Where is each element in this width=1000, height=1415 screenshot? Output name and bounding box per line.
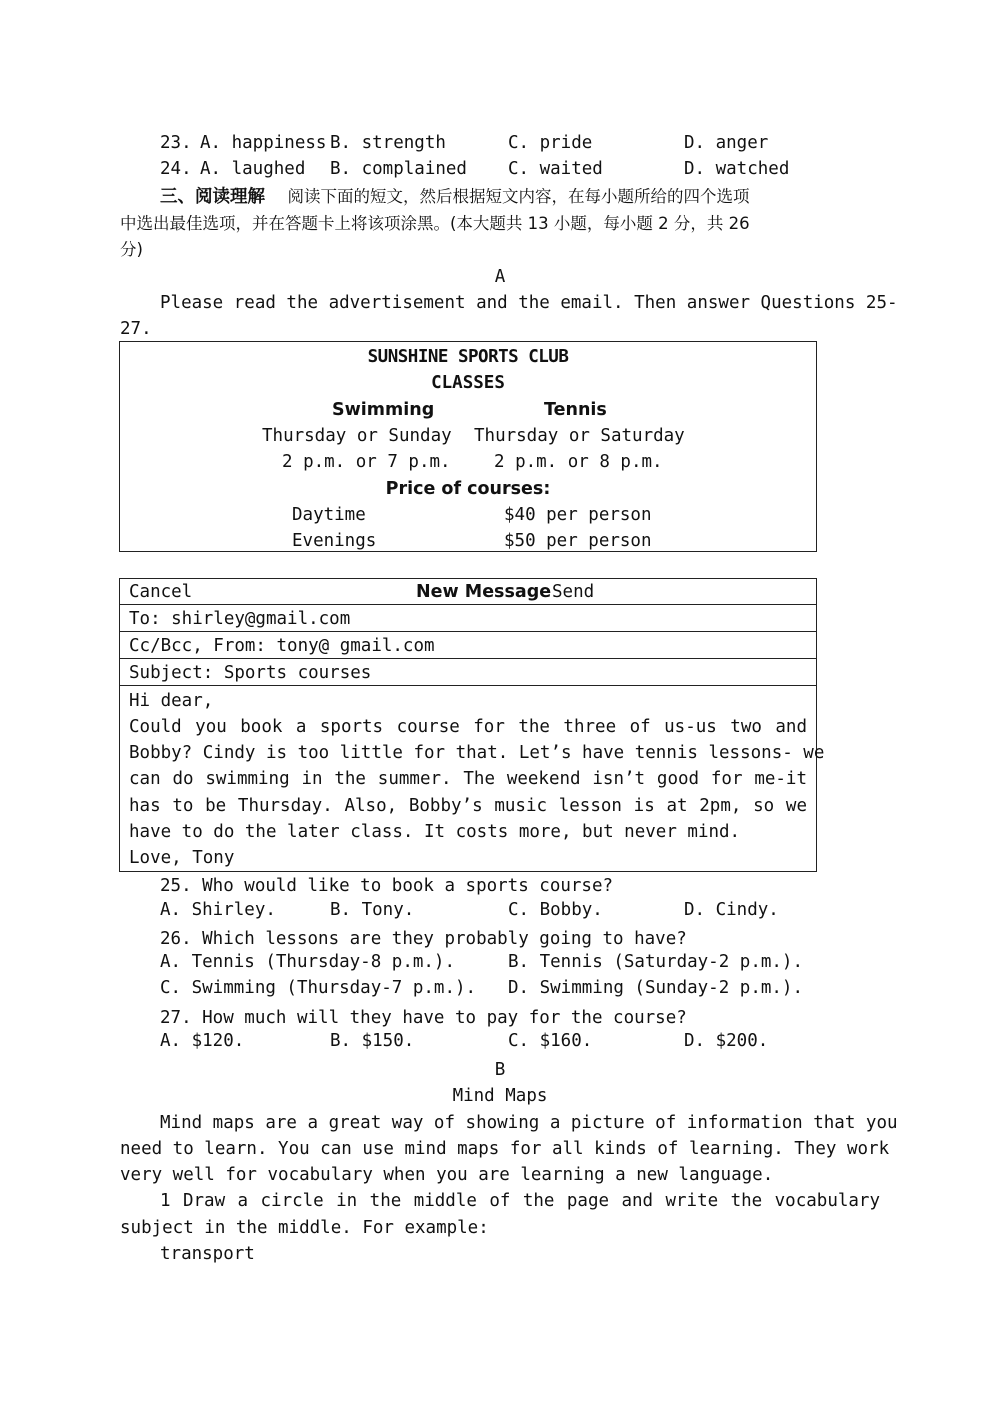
part-a-intro-line-2: 27. <box>120 319 152 339</box>
to-field[interactable]: To: shirley@gmail.com <box>129 609 351 629</box>
section-3-instruction-line-2: 中选出最佳选项，并在答题卡上将该项涂黑。(本大题共 13 小题，每小题 2 分，共 26 <box>120 214 750 233</box>
question-25-stem: 25. Who would like to book a sports course? <box>160 876 614 896</box>
option-d: D. anger <box>684 133 769 153</box>
paragraph-line: subject in the middle. For example: <box>120 1218 489 1238</box>
option-d: D. watched <box>684 159 790 179</box>
ad-title: SUNSHINE SPORTS CLUB <box>367 347 569 367</box>
email-from-row <box>120 633 816 659</box>
part-a-label: A <box>494 267 506 287</box>
from-field[interactable]: Cc/Bcc, From: tony@ gmail.com <box>129 636 435 656</box>
subject-field[interactable]: Subject: Sports courses <box>129 663 372 683</box>
email-box <box>119 578 825 872</box>
option-d: D. Cindy. <box>684 900 779 920</box>
option-c: C. waited <box>508 159 603 179</box>
section-3-instruction-line-3: 分) <box>120 240 143 259</box>
email-body-line: have to do the later class. It costs more, but never mind. <box>129 822 741 842</box>
option-d: D. Swimming (Sunday-2 p.m.). <box>508 978 804 998</box>
option-d: D. $200. <box>684 1031 769 1051</box>
option-a: A. laughed <box>200 159 306 179</box>
email-to-row <box>120 606 816 632</box>
cancel-button[interactable]: Cancel <box>129 582 193 602</box>
option-c: C. pride <box>508 133 593 153</box>
option-c: C. $160. <box>508 1031 593 1051</box>
option-a: A. Tennis (Thursday-8 p.m.). <box>160 952 456 972</box>
question-number: 24. <box>160 159 192 179</box>
section-3-instruction-line-1: 阅读下面的短文，然后根据短文内容，在每小题所给的四个选项 <box>287 187 750 206</box>
paragraph-line: 1 Draw a circle in the middle of the page and write the vocabulary <box>160 1191 880 1211</box>
question-number: 23. <box>160 133 192 153</box>
email-toolbar <box>120 579 816 605</box>
option-c: C. Swimming (Thursday-7 p.m.). <box>160 978 477 998</box>
option-b: B. Tony. <box>330 900 415 920</box>
part-b-title: Mind Maps <box>452 1086 548 1106</box>
option-b: B. strength <box>330 133 446 153</box>
part-b-label: B <box>494 1060 506 1080</box>
email-signoff: Love, Tony <box>129 848 235 868</box>
price-heading: Price of courses: <box>385 479 551 499</box>
option-b: B. $150. <box>330 1031 415 1051</box>
tennis-heading: Tennis <box>544 400 607 420</box>
ad-subtitle: CLASSES <box>431 373 505 393</box>
email-body-line: can do swimming in the summer. The weekend isn’t good for me-it <box>129 769 807 789</box>
question-27-stem: 27. How much will they have to pay for the course? <box>160 1008 687 1028</box>
option-b: B. Tennis (Saturday-2 p.m.). <box>508 952 804 972</box>
send-button[interactable]: Send <box>552 582 595 602</box>
example-word: transport <box>160 1244 255 1264</box>
swimming-heading: Swimming <box>332 400 435 420</box>
option-b: B. complained <box>330 159 467 179</box>
paragraph-line: Mind maps are a great way of showing a picture of information that you <box>160 1113 898 1133</box>
part-a-intro-line-1: Please read the advertisement and the email. Then answer Questions 25- <box>160 293 898 313</box>
tennis-times: 2 p.m. or 8 p.m. <box>494 452 663 472</box>
advertisement-box <box>119 341 817 552</box>
tennis-days: Thursday or Saturday <box>474 426 685 446</box>
email-title: New Message <box>416 582 552 602</box>
swimming-times: 2 p.m. or 7 p.m. <box>282 452 451 472</box>
paragraph-line: need to learn. You can use mind maps for all kinds of learning. They work <box>120 1139 890 1159</box>
price-label-daytime: Daytime <box>292 505 366 525</box>
price-label-evenings: Evenings <box>292 531 377 551</box>
option-c: C. Bobby. <box>508 900 603 920</box>
question-26-stem: 26. Which lessons are they probably going to have? <box>160 929 687 949</box>
email-body-line: has to be Thursday. Also, Bobby’s music lesson is at 2pm, so we <box>129 796 807 816</box>
paragraph-line: very well for vocabulary when you are learning a new language. <box>120 1165 774 1185</box>
price-value-evenings: $50 per person <box>504 531 652 551</box>
option-a: A. $120. <box>160 1031 245 1051</box>
swimming-days: Thursday or Sunday <box>262 426 452 446</box>
email-subject-row <box>120 660 816 686</box>
option-a: A. happiness <box>200 133 327 153</box>
email-body-line: Could you book a sports course for the three of us-us two and <box>129 717 807 737</box>
email-greeting: Hi dear, <box>129 691 214 711</box>
section-3-title: 三、阅读理解 <box>160 187 265 207</box>
option-a: A. Shirley. <box>160 900 276 920</box>
section-3-instructions <box>160 184 880 210</box>
price-value-daytime: $40 per person <box>504 505 652 525</box>
email-body-line: Bobby? Cindy is too little for that. Let’s have tennis lessons- we <box>129 743 825 763</box>
